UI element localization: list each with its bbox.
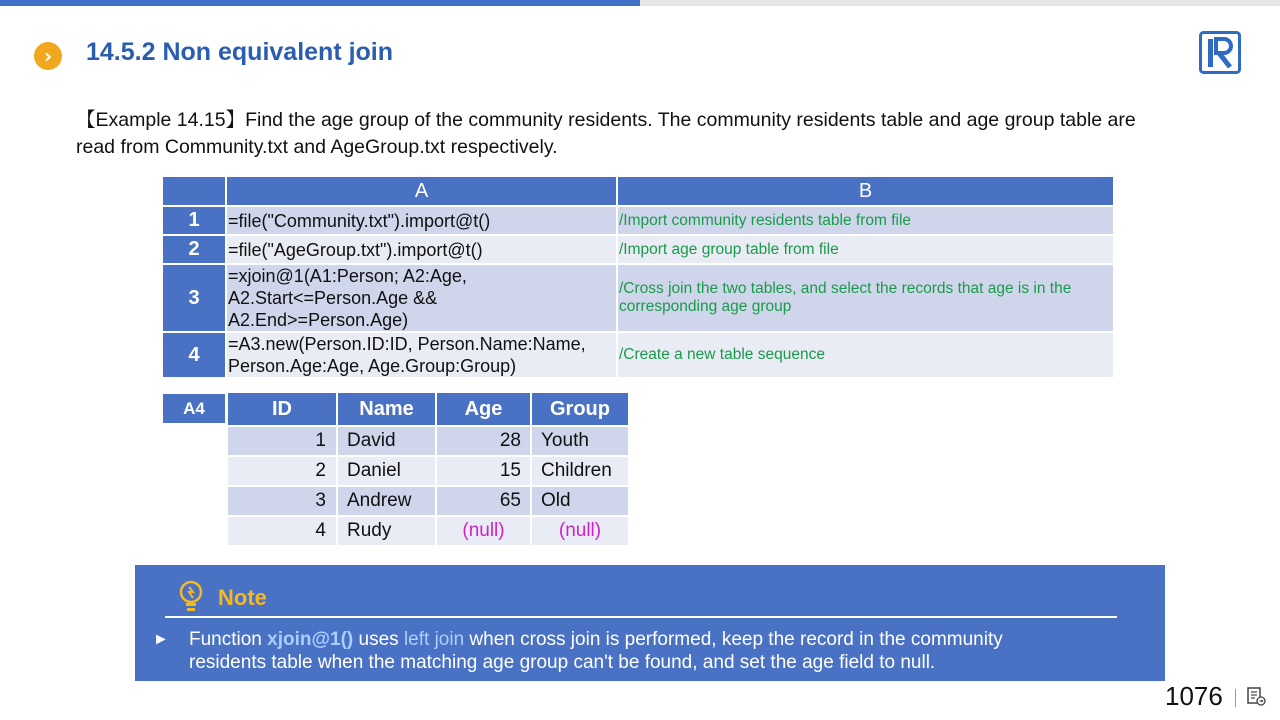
cell-b4[interactable]: /Create a new table sequence xyxy=(617,332,1114,378)
result-age-null: (null) xyxy=(436,516,531,546)
column-header-a[interactable]: A xyxy=(226,176,617,206)
cell-b1[interactable]: /Import community residents table from file xyxy=(617,206,1114,235)
result-group: Old xyxy=(531,486,629,516)
page-title: 14.5.2 Non equivalent join xyxy=(86,38,394,66)
cell-a4[interactable]: =A3.new(Person.ID:ID, Person.Name:Name, Person.Age:Age, Age.Group:Group) xyxy=(226,332,617,378)
script-grid xyxy=(161,175,1115,379)
result-group: Children xyxy=(531,456,629,486)
cell-b3[interactable]: /Cross join the two tables, and select the records that age is in the corresponding age group xyxy=(617,264,1114,332)
note-function-name: xjoin@1() xyxy=(267,629,354,650)
intro-line-2: read from Community.txt and AgeGroup.txt respectively. xyxy=(76,136,558,158)
cell-a2[interactable]: =file("AgeGroup.txt").import@t() xyxy=(226,235,617,264)
result-header-id: ID xyxy=(227,392,337,426)
row-header-2[interactable]: 2 xyxy=(162,235,226,264)
result-header-age: Age xyxy=(436,392,531,426)
row-header-1[interactable]: 1 xyxy=(162,206,226,235)
cell-b2[interactable]: /Import age group table from file xyxy=(617,235,1114,264)
result-group-null: (null) xyxy=(531,516,629,546)
result-id: 3 xyxy=(227,486,337,516)
table-row xyxy=(227,516,629,546)
lightbulb-icon xyxy=(177,579,205,615)
chevron-right-icon: › xyxy=(34,42,62,70)
note-line-1: Function xjoin@1() uses left join when cross join is performed, keep the record in the community xyxy=(189,629,1003,650)
bullet-arrow-icon: ► xyxy=(153,631,169,648)
result-id: 2 xyxy=(227,456,337,486)
result-name: David xyxy=(337,426,436,456)
grid-corner xyxy=(162,176,226,206)
result-age: 15 xyxy=(436,456,531,486)
note-text xyxy=(189,628,1119,674)
result-table xyxy=(226,391,630,547)
footer-divider xyxy=(1235,689,1236,707)
table-row xyxy=(227,426,629,456)
cell-a1[interactable]: =file("Community.txt").import@t() xyxy=(226,206,617,235)
result-header-group: Group xyxy=(531,392,629,426)
table-row xyxy=(227,456,629,486)
r-logo-icon xyxy=(1199,31,1241,74)
result-id: 1 xyxy=(227,426,337,456)
result-name: Andrew xyxy=(337,486,436,516)
result-cell-label: A4 xyxy=(163,394,225,423)
result-age: 28 xyxy=(436,426,531,456)
slide-menu-icon[interactable] xyxy=(1246,686,1266,706)
progress-bar-fill xyxy=(0,0,640,6)
note-line-2: residents table when the matching age group can't be found, and set the age field to null. xyxy=(189,652,936,673)
note-join-type: left join xyxy=(403,629,465,650)
note-divider xyxy=(165,616,1117,618)
result-header-name: Name xyxy=(337,392,436,426)
table-row xyxy=(227,486,629,516)
page-number: 1076 xyxy=(1165,681,1223,711)
cell-a3[interactable]: =xjoin@1(A1:Person; A2:Age, A2.Start<=Person.Age && A2.End>=Person.Age) xyxy=(226,264,617,332)
note-title: Note xyxy=(218,585,267,610)
result-name: Rudy xyxy=(337,516,436,546)
note-box xyxy=(135,565,1165,681)
result-id: 4 xyxy=(227,516,337,546)
result-name: Daniel xyxy=(337,456,436,486)
result-group: Youth xyxy=(531,426,629,456)
row-header-4[interactable]: 4 xyxy=(162,332,226,378)
intro-text xyxy=(76,107,1196,161)
progress-bar xyxy=(0,0,1280,6)
result-age: 65 xyxy=(436,486,531,516)
row-header-3[interactable]: 3 xyxy=(162,264,226,332)
column-header-b[interactable]: B xyxy=(617,176,1114,206)
intro-line-1: 【Example 14.15】Find the age group of the community residents. The community residents table and age group table are xyxy=(76,109,1136,131)
